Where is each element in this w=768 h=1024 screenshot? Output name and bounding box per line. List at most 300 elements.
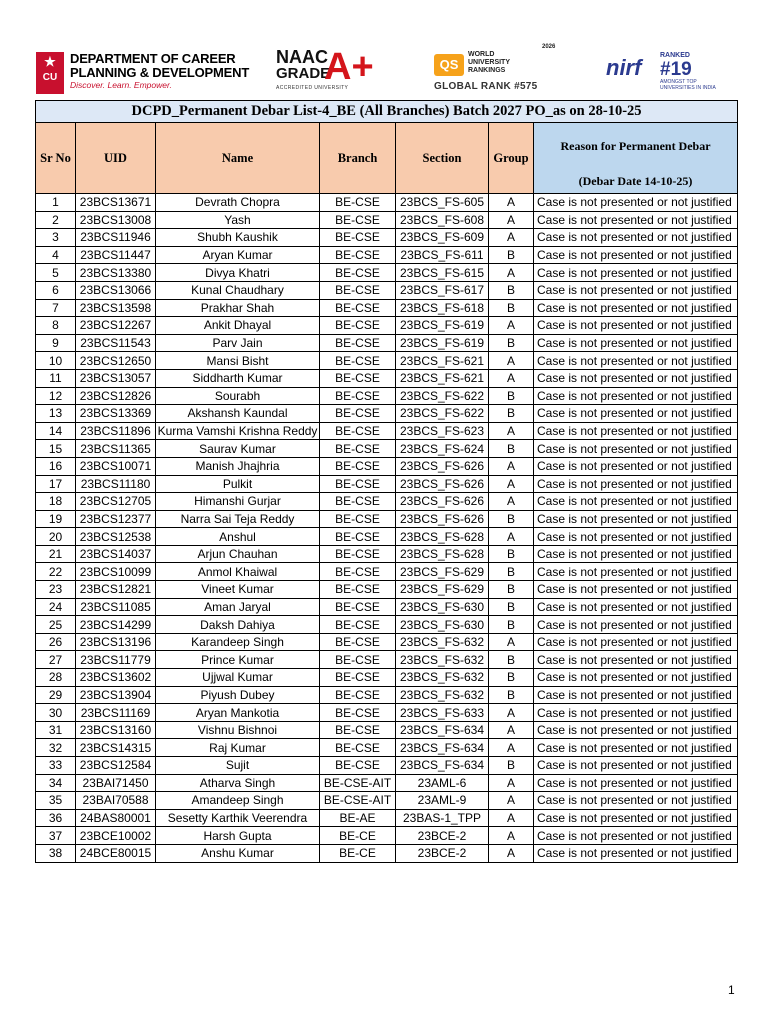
cell-uid: 23BCS12267 [76,317,156,335]
cell-group: B [489,281,534,299]
cell-sr: 36 [36,809,76,827]
cell-uid: 23BCS11543 [76,334,156,352]
cell-name: Arjun Chauhan [156,545,320,563]
cell-name: Aryan Mankotia [156,704,320,722]
naac-grade-mark: A+ [324,46,374,88]
cell-name: Vineet Kumar [156,581,320,599]
cell-group: A [489,317,534,335]
cell-uid: 23BCS13380 [76,264,156,282]
cell-group: B [489,651,534,669]
cell-section: 23BCS_FS-619 [396,334,489,352]
table-row [36,299,738,317]
cell-section: 23BAS-1_TPP [396,809,489,827]
cell-uid: 23BCS11896 [76,422,156,440]
naac-logo: NAAC GRADE A+ ACCREDITED UNIVERSITY [276,46,374,91]
cell-uid: 23BCS14315 [76,739,156,757]
cell-group: B [489,598,534,616]
cell-name: Aman Jaryal [156,598,320,616]
cell-sr: 27 [36,651,76,669]
cell-reason: Case is not presented or not justified [534,581,738,599]
cell-section: 23BCS_FS-617 [396,281,489,299]
cell-name: Raj Kumar [156,739,320,757]
cell-sr: 6 [36,281,76,299]
cell-branch: BE-CSE [320,229,396,247]
cell-name: Himanshi Gurjar [156,493,320,511]
cell-name: Sourabh [156,387,320,405]
cell-name: Daksh Dahiya [156,616,320,634]
cell-branch: BE-CSE [320,563,396,581]
cell-name: Prince Kumar [156,651,320,669]
cell-reason: Case is not presented or not justified [534,809,738,827]
cell-group: A [489,528,534,546]
cell-branch: BE-CSE [320,299,396,317]
cell-reason: Case is not presented or not justified [534,369,738,387]
cell-uid: 23BCS11085 [76,598,156,616]
cell-section: 23BCS_FS-608 [396,211,489,229]
cell-sr: 10 [36,352,76,370]
cell-section: 23BCS_FS-622 [396,387,489,405]
cell-name: Anshul [156,528,320,546]
cu-shield-icon: ★ CU [36,52,64,94]
table-row [36,563,738,581]
cell-group: B [489,563,534,581]
cell-name: Piyush Dubey [156,686,320,704]
cell-group: A [489,457,534,475]
cell-section: 23BCS_FS-626 [396,475,489,493]
cell-uid: 23BCS10071 [76,457,156,475]
cell-sr: 4 [36,246,76,264]
column-header-reason: Reason for Permanent Debar (Debar Date 14-10-25) [534,123,738,194]
cell-section: 23BCS_FS-632 [396,633,489,651]
cell-reason: Case is not presented or not justified [534,422,738,440]
cell-reason: Case is not presented or not justified [534,387,738,405]
cell-sr: 23 [36,581,76,599]
cell-group: A [489,704,534,722]
cell-section: 23BCS_FS-609 [396,229,489,247]
cell-sr: 22 [36,563,76,581]
cell-section: 23BCS_FS-634 [396,757,489,775]
column-header-section: Section [396,123,489,194]
cell-section: 23BCS_FS-629 [396,563,489,581]
cell-branch: BE-CSE-AIT [320,792,396,810]
cell-reason: Case is not presented or not justified [534,317,738,335]
table-row [36,194,738,212]
cell-sr: 37 [36,827,76,845]
cell-group: A [489,493,534,511]
cell-uid: 23BCE10002 [76,827,156,845]
cell-sr: 24 [36,598,76,616]
table-row [36,510,738,528]
cell-reason: Case is not presented or not justified [534,774,738,792]
cell-reason: Case is not presented or not justified [534,792,738,810]
cell-reason: Case is not presented or not justified [534,528,738,546]
cell-section: 23BCS_FS-634 [396,721,489,739]
cell-reason: Case is not presented or not justified [534,757,738,775]
table-body [36,194,738,863]
table-row [36,422,738,440]
cell-sr: 16 [36,457,76,475]
cell-reason: Case is not presented or not justified [534,229,738,247]
cell-branch: BE-CE [320,844,396,862]
cell-branch: BE-CSE [320,475,396,493]
cell-section: 23BCS_FS-633 [396,704,489,722]
cell-group: B [489,334,534,352]
cell-reason: Case is not presented or not justified [534,299,738,317]
cell-branch: BE-CSE [320,246,396,264]
cell-uid: 24BAS80001 [76,809,156,827]
cell-section: 23BCS_FS-621 [396,369,489,387]
cell-sr: 12 [36,387,76,405]
cell-sr: 2 [36,211,76,229]
cell-sr: 20 [36,528,76,546]
cell-name: Anshu Kumar [156,844,320,862]
cell-uid: 23BCS13671 [76,194,156,212]
cell-branch: BE-CSE [320,686,396,704]
cell-reason: Case is not presented or not justified [534,686,738,704]
cell-section: 23BCS_FS-623 [396,422,489,440]
cell-group: A [489,352,534,370]
table-row [36,739,738,757]
cell-name: Divya Khatri [156,264,320,282]
cell-uid: 23BCS11365 [76,440,156,458]
cell-section: 23BCE-2 [396,844,489,862]
dcpd-tagline: Discover. Learn. Empower. [70,80,172,90]
cell-uid: 23BCS10099 [76,563,156,581]
cell-sr: 15 [36,440,76,458]
cell-name: Kurma Vamshi Krishna Reddy [156,422,320,440]
cell-branch: BE-CSE [320,739,396,757]
cell-sr: 3 [36,229,76,247]
cell-branch: BE-CSE [320,510,396,528]
cell-group: A [489,792,534,810]
cell-group: B [489,246,534,264]
cell-branch: BE-CSE [320,633,396,651]
cell-name: Yash [156,211,320,229]
cell-section: 23BCS_FS-626 [396,457,489,475]
cell-section: 23BCS_FS-626 [396,493,489,511]
cell-uid: 23BCS14299 [76,616,156,634]
cell-section: 23BCS_FS-628 [396,545,489,563]
cell-reason: Case is not presented or not justified [534,510,738,528]
nirf-logo: nirf RANKED #19 AMONGST TOP UNIVERSITIES IN INDIA [606,52,716,91]
cell-name: Akshansh Kaundal [156,405,320,423]
table-row [36,651,738,669]
cell-sr: 33 [36,757,76,775]
cell-branch: BE-CSE [320,440,396,458]
cell-group: B [489,387,534,405]
table-row [36,387,738,405]
cell-sr: 17 [36,475,76,493]
cell-branch: BE-CSE [320,493,396,511]
column-header-name: Name [156,123,320,194]
cell-sr: 38 [36,844,76,862]
cell-section: 23BCS_FS-629 [396,581,489,599]
cell-reason: Case is not presented or not justified [534,721,738,739]
qs-badge-icon: QS [434,54,464,76]
cell-name: Parv Jain [156,334,320,352]
cell-branch: BE-CSE [320,194,396,212]
table-row [36,669,738,687]
cell-uid: 23BAI70588 [76,792,156,810]
cell-reason: Case is not presented or not justified [534,194,738,212]
cell-uid: 23BCS13066 [76,281,156,299]
column-header-branch: Branch [320,123,396,194]
cell-name: Karandeep Singh [156,633,320,651]
cell-sr: 1 [36,194,76,212]
nirf-wordmark: nirf [606,55,642,80]
cell-reason: Case is not presented or not justified [534,616,738,634]
cell-uid: 23BCS11180 [76,475,156,493]
cell-section: 23BCS_FS-630 [396,598,489,616]
cell-branch: BE-CSE [320,264,396,282]
cell-reason: Case is not presented or not justified [534,475,738,493]
cell-branch: BE-CSE [320,387,396,405]
cell-name: Harsh Gupta [156,827,320,845]
cell-branch: BE-CSE [320,281,396,299]
cell-uid: 23BCS11779 [76,651,156,669]
table-row [36,721,738,739]
cell-sr: 5 [36,264,76,282]
header-logos [36,46,736,98]
cell-name: Atharva Singh [156,774,320,792]
cell-sr: 31 [36,721,76,739]
nirf-rank: #19 [660,59,692,80]
debar-table [35,100,738,863]
cell-sr: 19 [36,510,76,528]
cell-branch: BE-CSE [320,369,396,387]
table-row [36,211,738,229]
cell-group: A [489,844,534,862]
cell-branch: BE-CSE [320,457,396,475]
cell-uid: 23BCS11447 [76,246,156,264]
cell-reason: Case is not presented or not justified [534,211,738,229]
cell-uid: 23BCS12705 [76,493,156,511]
cell-name: Kunal Chaudhary [156,281,320,299]
cell-sr: 25 [36,616,76,634]
cell-branch: BE-CSE [320,352,396,370]
table-row [36,633,738,651]
cell-name: Pulkit [156,475,320,493]
cell-reason: Case is not presented or not justified [534,704,738,722]
table-row [36,704,738,722]
table-row [36,352,738,370]
cell-branch: BE-CSE [320,669,396,687]
cell-group: A [489,827,534,845]
column-header-uid: UID [76,123,156,194]
cell-uid: 23BCS11946 [76,229,156,247]
cell-uid: 23BCS12538 [76,528,156,546]
cell-section: 23BCS_FS-624 [396,440,489,458]
cell-group: B [489,510,534,528]
cell-section: 23BCS_FS-611 [396,246,489,264]
cell-reason: Case is not presented or not justified [534,440,738,458]
table-row [36,827,738,845]
cell-section: 23BCE-2 [396,827,489,845]
table-row [36,369,738,387]
cell-uid: 23BCS12826 [76,387,156,405]
cell-group: B [489,686,534,704]
cell-section: 23BCS_FS-626 [396,510,489,528]
cell-uid: 23BCS13008 [76,211,156,229]
cell-group: B [489,545,534,563]
cell-group: B [489,757,534,775]
cell-section: 23BCS_FS-621 [396,352,489,370]
table-title: DCPD_Permanent Debar List-4_BE (All Branches) Batch 2027 PO_as on 28-10-25 [36,101,738,123]
cell-uid: 23BCS13057 [76,369,156,387]
cell-name: Anmol Khaiwal [156,563,320,581]
cell-uid: 23BCS13598 [76,299,156,317]
cell-uid: 23BCS11169 [76,704,156,722]
cell-branch: BE-CSE [320,616,396,634]
cell-section: 23BCS_FS-619 [396,317,489,335]
cell-branch: BE-CSE [320,704,396,722]
table-row [36,317,738,335]
table-row [36,457,738,475]
table-row [36,774,738,792]
cell-group: A [489,739,534,757]
cell-reason: Case is not presented or not justified [534,633,738,651]
cell-group: B [489,440,534,458]
cell-reason: Case is not presented or not justified [534,334,738,352]
cell-sr: 7 [36,299,76,317]
cell-group: A [489,475,534,493]
cell-group: B [489,669,534,687]
cell-sr: 21 [36,545,76,563]
cell-name: Manish Jhajhria [156,457,320,475]
cell-sr: 8 [36,317,76,335]
cell-reason: Case is not presented or not justified [534,598,738,616]
cell-sr: 11 [36,369,76,387]
cell-branch: BE-CSE [320,545,396,563]
cell-reason: Case is not presented or not justified [534,827,738,845]
cell-group: B [489,616,534,634]
table-row [36,809,738,827]
dcpd-name-line2: PLANNING & DEVELOPMENT [70,65,250,80]
cell-name: Aryan Kumar [156,246,320,264]
cell-uid: 23BCS12821 [76,581,156,599]
cell-branch: BE-CSE [320,317,396,335]
cell-reason: Case is not presented or not justified [534,352,738,370]
cell-sr: 13 [36,405,76,423]
cell-section: 23BCS_FS-630 [396,616,489,634]
cell-uid: 23BCS14037 [76,545,156,563]
dcpd-name-line1: DEPARTMENT OF CAREER [70,51,236,66]
cell-name: Narra Sai Teja Reddy [156,510,320,528]
cell-section: 23BCS_FS-618 [396,299,489,317]
cell-reason: Case is not presented or not justified [534,563,738,581]
cell-group: A [489,264,534,282]
table-row [36,440,738,458]
cell-name: Amandeep Singh [156,792,320,810]
cell-reason: Case is not presented or not justified [534,281,738,299]
cell-section: 23BCS_FS-622 [396,405,489,423]
cell-section: 23BCS_FS-615 [396,264,489,282]
table-row [36,229,738,247]
cell-name: Sujit [156,757,320,775]
cell-branch: BE-CSE [320,528,396,546]
cell-group: A [489,721,534,739]
cell-group: A [489,633,534,651]
page-number: 1 [728,983,735,997]
qs-global-rank: GLOBAL RANK #575 [434,81,538,92]
cell-reason: Case is not presented or not justified [534,493,738,511]
cell-reason: Case is not presented or not justified [534,651,738,669]
cell-reason: Case is not presented or not justified [534,405,738,423]
cell-branch: BE-CSE [320,581,396,599]
cell-sr: 34 [36,774,76,792]
cell-name: Mansi Bisht [156,352,320,370]
cell-group: B [489,581,534,599]
table-row [36,493,738,511]
cell-sr: 28 [36,669,76,687]
table-row [36,405,738,423]
cell-group: B [489,405,534,423]
cell-reason: Case is not presented or not justified [534,545,738,563]
cell-uid: 23BCS13904 [76,686,156,704]
cell-reason: Case is not presented or not justified [534,739,738,757]
cell-branch: BE-CSE [320,405,396,423]
cell-section: 23AML-6 [396,774,489,792]
cell-branch: BE-CSE-AIT [320,774,396,792]
cell-group: A [489,422,534,440]
qs-ranking-logo: QS WORLD UNIVERSITY RANKINGS 2026 GLOBAL RANK #575 [434,44,556,92]
cell-name: Sesetty Karthik Veerendra [156,809,320,827]
cell-name: Ankit Dhayal [156,317,320,335]
cell-sr: 14 [36,422,76,440]
cell-branch: BE-CE [320,827,396,845]
cell-reason: Case is not presented or not justified [534,669,738,687]
cell-group: B [489,299,534,317]
table-row [36,792,738,810]
cell-name: Prakhar Shah [156,299,320,317]
cell-section: 23BCS_FS-605 [396,194,489,212]
cell-section: 23BCS_FS-632 [396,651,489,669]
cell-reason: Case is not presented or not justified [534,844,738,862]
cell-sr: 32 [36,739,76,757]
cell-reason: Case is not presented or not justified [534,246,738,264]
cell-section: 23BCS_FS-634 [396,739,489,757]
cell-sr: 29 [36,686,76,704]
cell-branch: BE-CSE [320,721,396,739]
cell-branch: BE-CSE [320,757,396,775]
cell-uid: 23BCS13602 [76,669,156,687]
table-row [36,334,738,352]
cell-sr: 35 [36,792,76,810]
cell-sr: 26 [36,633,76,651]
table-row [36,686,738,704]
table-row [36,598,738,616]
cell-group: A [489,369,534,387]
cell-name: Siddharth Kumar [156,369,320,387]
cell-uid: 23BCS12584 [76,757,156,775]
cell-branch: BE-CSE [320,598,396,616]
cell-section: 23BCS_FS-632 [396,669,489,687]
table-row [36,581,738,599]
cell-uid: 24BCE80015 [76,844,156,862]
cell-branch: BE-AE [320,809,396,827]
cell-sr: 18 [36,493,76,511]
column-header-sr: Sr No [36,123,76,194]
table-row [36,246,738,264]
cell-group: A [489,809,534,827]
cell-section: 23BCS_FS-628 [396,528,489,546]
cell-group: A [489,194,534,212]
table-row [36,528,738,546]
cell-name: Devrath Chopra [156,194,320,212]
dcpd-logo [36,51,250,94]
cell-uid: 23BCS13369 [76,405,156,423]
cell-name: Saurav Kumar [156,440,320,458]
